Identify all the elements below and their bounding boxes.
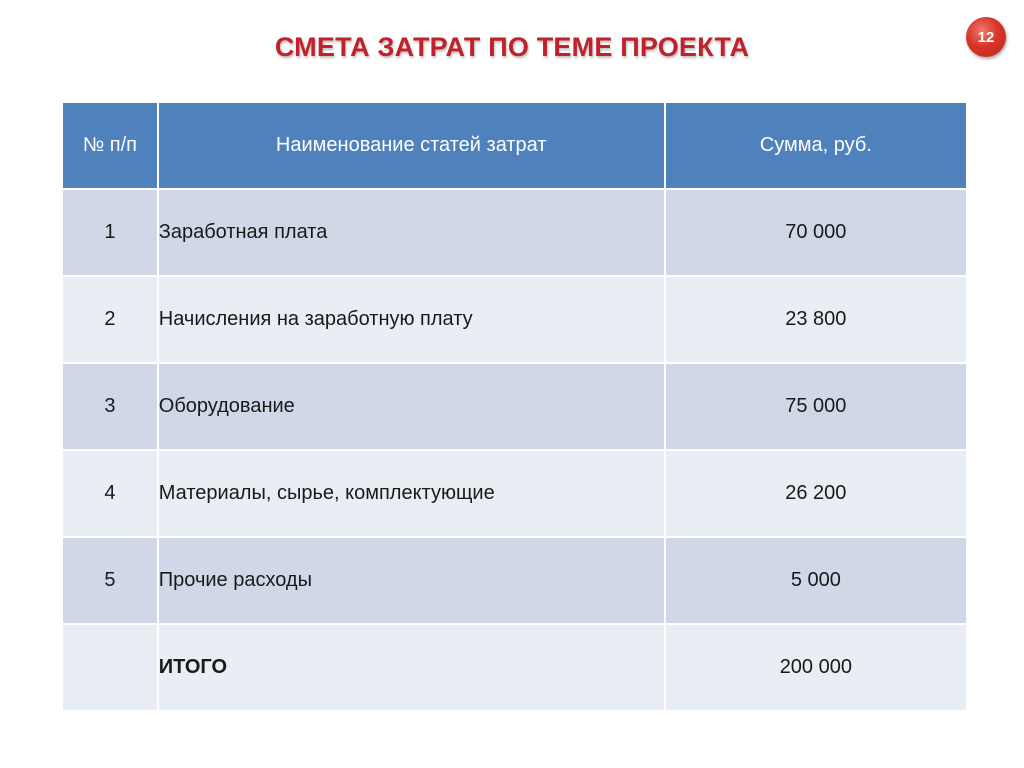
- row-item-name: Материалы, сырье, комплектующие: [158, 450, 665, 537]
- header-amount: Сумма, руб.: [665, 102, 967, 189]
- table-total-row: [62, 624, 967, 711]
- total-number: [62, 624, 158, 711]
- row-number: 3: [62, 363, 158, 450]
- table-row: [62, 450, 967, 537]
- row-amount: 70 000: [665, 189, 967, 276]
- table-row: [62, 363, 967, 450]
- budget-table: [61, 101, 968, 712]
- row-amount: 75 000: [665, 363, 967, 450]
- table-row: [62, 537, 967, 624]
- total-amount: 200 000: [665, 624, 967, 711]
- row-amount: 26 200: [665, 450, 967, 537]
- row-item-name: Прочие расходы: [158, 537, 665, 624]
- row-amount: 23 800: [665, 276, 967, 363]
- header-number: № п/п: [62, 102, 158, 189]
- row-number: 4: [62, 450, 158, 537]
- row-number: 2: [62, 276, 158, 363]
- table-row: [62, 276, 967, 363]
- table-row: [62, 189, 967, 276]
- row-item-name: Оборудование: [158, 363, 665, 450]
- row-number: 1: [62, 189, 158, 276]
- slide-title: СМЕТА ЗАТРАТ ПО ТЕМЕ ПРОЕКТА: [274, 32, 750, 62]
- row-item-name: Заработная плата: [158, 189, 665, 276]
- row-number: 5: [62, 537, 158, 624]
- header-item-name: Наименование статей затрат: [158, 102, 665, 189]
- page-number-badge: 12: [966, 17, 1006, 57]
- table-header-row: [62, 102, 967, 189]
- total-label: ИТОГО: [158, 624, 665, 711]
- row-item-name: Начисления на заработную плату: [158, 276, 665, 363]
- row-amount: 5 000: [665, 537, 967, 624]
